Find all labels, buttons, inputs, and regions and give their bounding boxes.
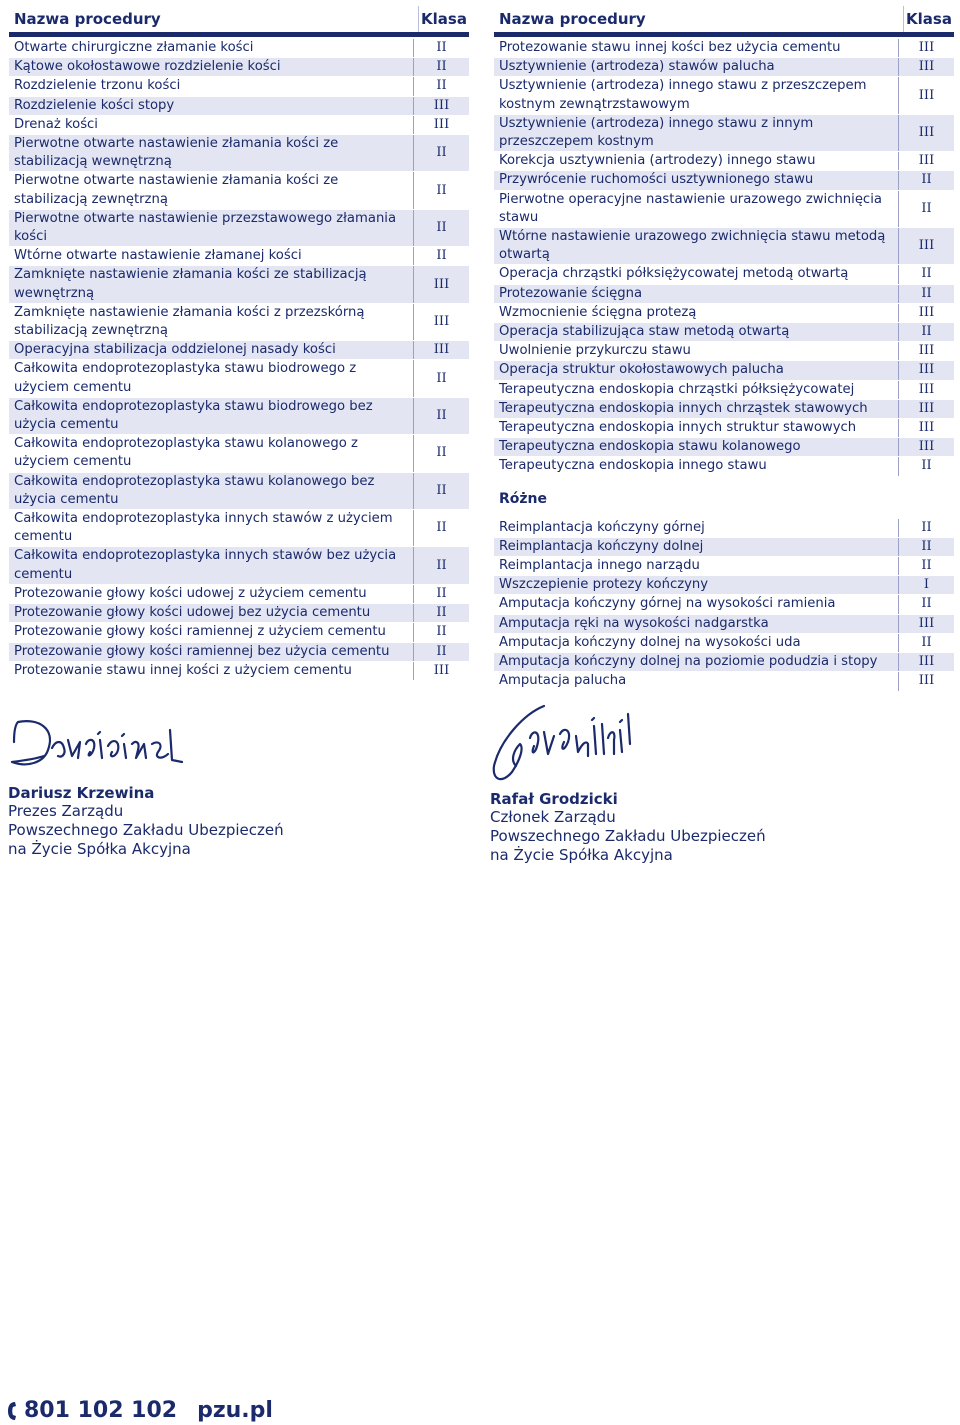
procedure-name: Pierwotne operacyjne nastawienie urazowego zwichnięcia stawu: [499, 191, 882, 225]
procedure-name: Usztywnienie (artrodeza) innego stawu z innym przeszczepem kostnym: [499, 115, 814, 150]
procedure-class: II: [413, 77, 469, 95]
table-row: [494, 323, 954, 342]
procedure-class: III: [413, 266, 469, 302]
procedure-name: Reimplantacja innego narządu: [499, 558, 700, 574]
table-row: [9, 97, 469, 116]
phone-number[interactable]: 801 102 102: [24, 1398, 178, 1423]
procedure-name: Całkowita endoprotezoplastyka stawu biodrowego bez użycia cementu: [14, 398, 373, 433]
procedure-class: II: [898, 285, 954, 303]
signatory-org-line1: Powszechnego Zakładu Ubezpieczeń: [490, 827, 766, 845]
table-row: [494, 381, 954, 400]
handwritten-signature-krzewina: [8, 700, 183, 780]
signatory-role: Prezes Zarządu: [8, 802, 124, 820]
procedure-name: Usztywnienie (artrodeza) stawów palucha: [499, 59, 775, 75]
table-row: [9, 398, 469, 435]
procedure-class: II: [413, 247, 469, 265]
procedure-class: III: [898, 58, 954, 76]
table-row: [494, 77, 954, 114]
procedure-name: Amputacja kończyny dolnej na wysokości uda: [499, 634, 801, 650]
procedure-class: III: [898, 419, 954, 437]
procedure-class: II: [413, 435, 469, 471]
procedure-name: Wzmocnienie ścięgna protezą: [499, 304, 697, 320]
procedure-name: Kątowe okołostawowe rozdzielenie kości: [14, 59, 281, 75]
header-procedure-name: Nazwa procedury: [499, 10, 646, 28]
procedure-class: II: [898, 538, 954, 556]
table-row: [9, 247, 469, 266]
procedure-name: Amputacja kończyny dolnej na poziomie podudzia i stopy: [499, 654, 878, 670]
procedure-class: II: [413, 172, 469, 208]
table-row: [9, 172, 469, 209]
table-row: [9, 77, 469, 96]
procedure-name: Terapeutyczna endoskopia chrząstki półksiężycowatej: [499, 381, 855, 397]
procedure-class: II: [413, 604, 469, 622]
signatory-org-line1: Powszechnego Zakładu Ubezpieczeń: [8, 821, 284, 839]
table-row: [494, 304, 954, 323]
procedure-class: II: [898, 171, 954, 189]
procedure-class: III: [898, 152, 954, 170]
section-title-rozne: Różne: [499, 490, 548, 507]
procedure-name: Korekcja usztywnienia (artrodezy) innego stawu: [499, 153, 816, 169]
table-row: [494, 634, 954, 653]
procedure-class: III: [898, 615, 954, 633]
table-row: [9, 510, 469, 547]
procedures-table-left: [9, 6, 469, 681]
table-row: [9, 58, 469, 77]
procedure-name: Amputacja kończyny górnej na wysokości ramienia: [499, 596, 836, 612]
procedure-name: Wtórne nastawienie urazowego zwichnięcia stawu metodą otwartą: [499, 229, 886, 263]
procedure-class: II: [898, 191, 954, 227]
header-class: Klasa: [418, 6, 469, 32]
procedure-class: II: [413, 135, 469, 171]
procedure-class: II: [898, 634, 954, 652]
procedure-class: I: [898, 576, 954, 594]
procedure-name: Protezowanie stawu innej kości z użyciem cementu: [14, 662, 352, 678]
procedure-name: Operacyjna stabilizacja oddzielonej nasady kości: [14, 342, 336, 358]
table-row: [9, 623, 469, 642]
procedure-class: III: [898, 342, 954, 360]
header-class: Klasa: [903, 6, 954, 32]
table-body-rozne: [494, 519, 954, 692]
procedure-class: II: [898, 519, 954, 537]
procedure-class: III: [898, 400, 954, 418]
table-row: [494, 538, 954, 557]
procedure-name: Rozdzielenie trzonu kości: [14, 78, 181, 94]
procedure-class: III: [413, 341, 469, 359]
procedure-name: Usztywnienie (artrodeza) innego stawu z przeszczepem kostnym zewnątrzstawowym: [499, 78, 867, 112]
table-row: [494, 115, 954, 152]
handwritten-signature-grodzicki: [490, 700, 640, 786]
procedure-name: Reimplantacja kończyny dolnej: [499, 538, 704, 554]
table-row: [9, 116, 469, 135]
table-row: [494, 152, 954, 171]
procedure-name: Całkowita endoprotezoplastyka innych stawów z użyciem cementu: [14, 511, 393, 545]
procedure-class: III: [898, 77, 954, 113]
procedure-class: III: [898, 115, 954, 151]
table-row: [494, 342, 954, 361]
footer: [6, 1398, 273, 1423]
table-row: [9, 135, 469, 172]
procedure-class: III: [413, 116, 469, 134]
procedure-class: II: [413, 398, 469, 434]
procedure-name: Pierwotne otwarte nastawienie złamania kości ze stabilizacją wewnętrzną: [14, 136, 339, 170]
table-row: [494, 228, 954, 265]
table-row: [9, 662, 469, 681]
procedure-class: II: [898, 557, 954, 575]
header-procedure-name: Nazwa procedury: [14, 10, 161, 28]
signatory-name: Rafał Grodzicki: [490, 790, 618, 808]
table-body: [9, 39, 469, 681]
procedure-name: Zamknięte nastawienie złamania kości z przezskórną stabilizacją zewnętrzną: [14, 304, 365, 339]
table-row: [494, 576, 954, 595]
procedure-name: Protezowanie głowy kości udowej bez użycia cementu: [14, 605, 371, 621]
table-row: [494, 171, 954, 190]
signatory-org-line2: na Życie Spółka Akcyjna: [490, 846, 673, 864]
table-row: [494, 265, 954, 284]
procedure-name: Całkowita endoprotezoplastyka stawu biodrowego z użyciem cementu: [14, 361, 357, 395]
procedure-class: II: [413, 58, 469, 76]
procedure-name: Amputacja ręki na wysokości nadgarstka: [499, 615, 769, 631]
procedure-name: Terapeutyczna endoskopia stawu kolanowego: [499, 439, 801, 455]
procedure-class: II: [413, 585, 469, 603]
procedure-name: Wszczepienie protezy kończyny: [499, 577, 709, 593]
procedure-name: Terapeutyczna endoskopia innych struktur stawowych: [499, 420, 857, 436]
procedure-class: II: [898, 457, 954, 475]
procedure-class: II: [413, 360, 469, 396]
table-row: [494, 400, 954, 419]
procedure-class: II: [413, 210, 469, 246]
procedure-class: II: [898, 595, 954, 613]
procedure-class: II: [413, 623, 469, 641]
table-row: [494, 438, 954, 457]
procedure-class: II: [898, 323, 954, 341]
procedure-name: Operacja chrząstki półksiężycowatej metodą otwartą: [499, 266, 849, 282]
procedure-name: Protezowanie stawu innej kości bez użycia cementu: [499, 40, 841, 55]
procedure-class: III: [413, 97, 469, 115]
procedure-class: III: [413, 662, 469, 680]
table-row: [494, 361, 954, 380]
procedure-class: III: [898, 438, 954, 456]
procedure-class: II: [413, 510, 469, 546]
signature-block-grodzicki: [490, 700, 810, 865]
phone-icon: [6, 1400, 18, 1422]
procedure-name: Operacja stabilizująca staw metodą otwartą: [499, 324, 790, 340]
procedure-name: Amputacja palucha: [499, 673, 627, 689]
signatory-name: Dariusz Krzewina: [8, 784, 155, 802]
table-row: [494, 557, 954, 576]
table-header: [494, 6, 954, 37]
procedure-class: II: [413, 547, 469, 583]
procedure-name: Protezowanie głowy kości ramiennej bez użycia cementu: [14, 643, 390, 659]
table-row: [9, 585, 469, 604]
procedure-class: II: [898, 265, 954, 283]
table-row: [9, 341, 469, 360]
procedures-table-right: [494, 6, 954, 692]
table-row: [494, 39, 954, 58]
procedure-name: Protezowanie głowy kości udowej z użyciem cementu: [14, 585, 367, 601]
procedure-class: III: [898, 672, 954, 690]
table-row: [494, 191, 954, 228]
table-row: [494, 615, 954, 634]
procedure-name: Całkowita endoprotezoplastyka stawu kolanowego bez użycia cementu: [14, 473, 375, 507]
table-row: [494, 672, 954, 691]
procedure-class: III: [898, 228, 954, 264]
procedure-name: Uwolnienie przykurczu stawu: [499, 343, 691, 359]
table-row: [9, 435, 469, 472]
procedure-name: Otwarte chirurgiczne złamanie kości: [14, 40, 254, 55]
table-row: [9, 39, 469, 58]
table-row: [9, 604, 469, 623]
table-row: [494, 519, 954, 538]
table-row: [9, 643, 469, 662]
procedure-name: Drenaż kości: [14, 116, 98, 132]
procedure-name: Terapeutyczna endoskopia innych chrząstek stawowych: [499, 400, 868, 416]
procedure-name: Protezowanie głowy kości ramiennej z użyciem cementu: [14, 624, 386, 640]
procedure-name: Terapeutyczna endoskopia innego stawu: [499, 458, 767, 474]
table-row: [494, 58, 954, 77]
table-row: [494, 285, 954, 304]
procedure-name: Całkowita endoprotezoplastyka innych stawów bez użycia cementu: [14, 548, 397, 582]
procedure-class: II: [413, 643, 469, 661]
procedure-name: Przywrócenie ruchomości usztywnionego stawu: [499, 172, 814, 188]
procedure-class: III: [898, 653, 954, 671]
signatory-org-line2: na Życie Spółka Akcyjna: [8, 840, 191, 858]
table-row: [9, 473, 469, 510]
website-link[interactable]: pzu.pl: [197, 1398, 273, 1423]
procedure-name: Operacja struktur okołostawowych palucha: [499, 362, 784, 378]
procedure-class: III: [898, 361, 954, 379]
table-row: [494, 419, 954, 438]
table-row: [9, 360, 469, 397]
table-header: [9, 6, 469, 37]
procedure-class: II: [413, 39, 469, 57]
procedure-class: II: [413, 473, 469, 509]
table-row: [494, 653, 954, 672]
procedure-name: Rozdzielenie kości stopy: [14, 97, 175, 113]
procedure-name: Wtórne otwarte nastawienie złamanej kości: [14, 248, 302, 264]
procedure-name: Reimplantacja kończyny górnej: [499, 519, 705, 535]
procedure-class: III: [898, 39, 954, 57]
procedure-name: Pierwotne otwarte nastawienie złamania kości ze stabilizacją zewnętrzną: [14, 173, 339, 207]
procedure-name: Pierwotne otwarte nastawienie przezstawowego złamania kości: [14, 210, 397, 245]
table-body: [494, 39, 954, 477]
table-row: [9, 210, 469, 247]
procedure-name: Zamknięte nastawienie złamania kości ze stabilizacją wewnętrzną: [14, 267, 367, 301]
procedure-name: Protezowanie ścięgna: [499, 285, 643, 301]
table-row: [9, 304, 469, 341]
procedure-class: III: [413, 304, 469, 340]
signature-block-krzewina: [8, 700, 328, 859]
signatory-role: Członek Zarządu: [490, 808, 616, 826]
table-row: [9, 266, 469, 303]
procedure-class: III: [898, 381, 954, 399]
table-row: [494, 457, 954, 476]
table-row: [9, 547, 469, 584]
table-row: [494, 595, 954, 614]
procedure-name: Całkowita endoprotezoplastyka stawu kolanowego z użyciem cementu: [14, 436, 358, 470]
procedure-class: III: [898, 304, 954, 322]
